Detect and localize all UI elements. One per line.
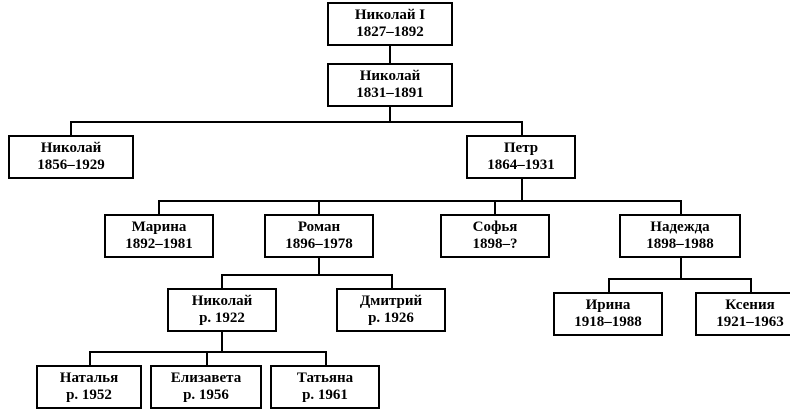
person-name: Николай I — [354, 7, 426, 24]
person-name: Николай — [191, 293, 253, 310]
connector-line — [206, 351, 208, 365]
person-node — [466, 135, 576, 179]
person-name: Петр — [503, 140, 539, 157]
connector-line — [521, 179, 523, 200]
person-name: Софья — [472, 219, 518, 236]
person-node — [270, 365, 380, 409]
person-name: Роман — [297, 219, 341, 236]
person-node — [327, 63, 453, 107]
connector-line — [680, 200, 682, 214]
connector-line — [89, 351, 91, 365]
person-node — [553, 292, 663, 336]
person-node — [8, 135, 134, 179]
person-name: Марина — [131, 219, 187, 236]
connector-line — [389, 46, 391, 63]
person-node — [619, 214, 741, 258]
connector-line — [221, 274, 223, 288]
person-years: 1898–1988 — [646, 236, 714, 252]
connector-line — [221, 274, 391, 276]
person-name: Николай — [359, 68, 421, 85]
person-name: Наталья — [59, 370, 119, 387]
connector-line — [750, 278, 752, 292]
person-years: р. 1952 — [66, 387, 112, 403]
connector-line — [221, 332, 223, 351]
person-node — [150, 365, 262, 409]
person-name: Ксения — [725, 297, 775, 314]
connector-line — [608, 278, 750, 280]
connector-line — [391, 274, 393, 288]
person-node — [36, 365, 142, 409]
person-years: р. 1956 — [183, 387, 229, 403]
connector-line — [608, 278, 610, 292]
person-name: Елизавета — [170, 370, 242, 387]
person-years: 1827–1892 — [356, 24, 424, 40]
connector-line — [521, 121, 523, 135]
connector-line — [158, 200, 681, 202]
person-years: 1921–1963 — [716, 314, 784, 330]
connector-line — [318, 200, 320, 214]
person-node — [167, 288, 277, 332]
person-node — [104, 214, 214, 258]
person-years: р. 1961 — [302, 387, 348, 403]
person-years: 1856–1929 — [37, 157, 105, 173]
person-name: Ирина — [585, 297, 631, 314]
connector-line — [680, 258, 682, 278]
person-node — [440, 214, 550, 258]
person-name: Дмитрий — [359, 293, 423, 310]
connector-line — [70, 121, 72, 135]
person-years: р. 1922 — [199, 310, 245, 326]
connector-line — [318, 258, 320, 274]
person-node — [336, 288, 446, 332]
person-node — [264, 214, 374, 258]
person-node — [327, 2, 453, 46]
connector-line — [389, 107, 391, 121]
person-years: 1892–1981 — [125, 236, 193, 252]
person-node — [695, 292, 790, 336]
person-years: 1896–1978 — [285, 236, 353, 252]
connector-line — [70, 121, 522, 123]
person-name: Надежда — [650, 219, 710, 236]
person-years: 1831–1891 — [356, 85, 424, 101]
person-years: 1898–? — [472, 236, 518, 252]
person-name: Николай — [40, 140, 102, 157]
connector-line — [158, 200, 160, 214]
connector-line — [494, 200, 496, 214]
person-years: 1864–1931 — [487, 157, 555, 173]
person-name: Татьяна — [296, 370, 354, 387]
person-years: р. 1926 — [368, 310, 414, 326]
connector-line — [325, 351, 327, 365]
person-years: 1918–1988 — [574, 314, 642, 330]
